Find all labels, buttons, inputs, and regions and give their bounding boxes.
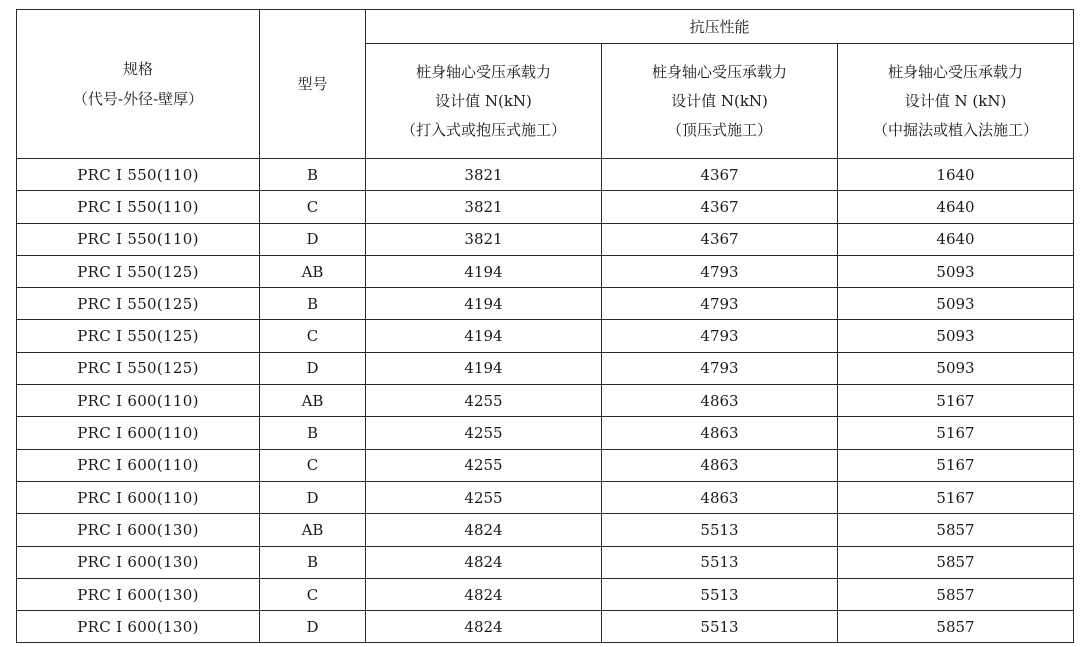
- table-row: [17, 578, 1074, 610]
- capacity-embedded-cell: 4640: [838, 191, 1074, 223]
- model-cell: B: [260, 288, 366, 320]
- capacity-jacked-cell: 5513: [602, 546, 838, 578]
- capacity-jacked-cell: 5513: [602, 578, 838, 610]
- capacity-jacked-cell: 4793: [602, 255, 838, 287]
- capacity-embedded-cell: 5167: [838, 449, 1074, 481]
- model-cell: AB: [260, 385, 366, 417]
- compression-performance-header: 抗压性能: [366, 10, 1074, 44]
- table-row: [17, 159, 1074, 191]
- capacity-jacked-cell: 4367: [602, 159, 838, 191]
- capacity-driven-cell: 4194: [366, 288, 602, 320]
- model-cell: C: [260, 191, 366, 223]
- capacity-driven-cell: 4824: [366, 611, 602, 643]
- capacity-embedded-cell: 5093: [838, 255, 1074, 287]
- spec-cell: PRC Ⅰ 600(110): [17, 385, 260, 417]
- model-cell: AB: [260, 255, 366, 287]
- capacity-embedded-cell: 5093: [838, 352, 1074, 384]
- spec-cell: PRC Ⅰ 600(110): [17, 449, 260, 481]
- capacity-jacked-cell: 4367: [602, 191, 838, 223]
- spec-cell: PRC Ⅰ 550(125): [17, 352, 260, 384]
- header-line: （中掘法或植入法施工）: [873, 120, 1039, 139]
- capacity-embedded-cell: 1640: [838, 159, 1074, 191]
- capacity-embedded-cell: 5167: [838, 385, 1074, 417]
- table-header: [17, 10, 1074, 159]
- capacity-jacked-cell: 4793: [602, 352, 838, 384]
- table-row: [17, 288, 1074, 320]
- table-row: [17, 320, 1074, 352]
- spec-cell: PRC Ⅰ 600(130): [17, 546, 260, 578]
- capacity-driven-cell: 4824: [366, 578, 602, 610]
- capacity-jacked-cell: 4863: [602, 481, 838, 513]
- capacity-embedded-cell: 5857: [838, 514, 1074, 546]
- model-column-header: 型号: [260, 10, 366, 159]
- model-cell: C: [260, 578, 366, 610]
- capacity-jacked-cell: 5513: [602, 514, 838, 546]
- model-cell: AB: [260, 514, 366, 546]
- table-row: [17, 417, 1074, 449]
- table-row: [17, 385, 1074, 417]
- header-line: 桩身轴心受压承载力: [415, 62, 551, 81]
- capacity-jacked-header: [602, 44, 838, 159]
- capacity-embedded-cell: 5857: [838, 578, 1074, 610]
- capacity-driven-cell: 4255: [366, 417, 602, 449]
- capacity-driven-cell: 4824: [366, 514, 602, 546]
- model-cell: D: [260, 481, 366, 513]
- table-row: [17, 191, 1074, 223]
- table-row: [17, 352, 1074, 384]
- spec-cell: PRC Ⅰ 600(110): [17, 481, 260, 513]
- capacity-jacked-cell: 4367: [602, 223, 838, 255]
- header-line: （打入式或抱压式施工）: [400, 120, 566, 139]
- capacity-jacked-cell: 4863: [602, 417, 838, 449]
- spec-cell: PRC Ⅰ 600(130): [17, 578, 260, 610]
- table-row: [17, 449, 1074, 481]
- model-cell: B: [260, 417, 366, 449]
- header-line: （顶压式施工）: [666, 120, 772, 139]
- header-line: 设计值 N (kN): [904, 91, 1007, 110]
- capacity-jacked-cell: 4793: [602, 288, 838, 320]
- capacity-jacked-cell: 4863: [602, 449, 838, 481]
- capacity-driven-cell: 4824: [366, 546, 602, 578]
- spec-cell: PRC Ⅰ 600(130): [17, 611, 260, 643]
- table-body: [17, 159, 1074, 643]
- table-row: [17, 546, 1074, 578]
- capacity-driven-cell: 4194: [366, 320, 602, 352]
- spec-header-subtitle: （代号-外径-壁厚）: [72, 90, 204, 108]
- header-line: 桩身轴心受压承载力: [651, 62, 787, 81]
- table-row: [17, 223, 1074, 255]
- capacity-driven-cell: 3821: [366, 159, 602, 191]
- capacity-driven-cell: 4255: [366, 481, 602, 513]
- model-cell: D: [260, 352, 366, 384]
- spec-cell: PRC Ⅰ 550(125): [17, 255, 260, 287]
- capacity-driven-cell: 3821: [366, 223, 602, 255]
- capacity-embedded-cell: 5857: [838, 611, 1074, 643]
- spec-column-header: [17, 10, 260, 159]
- header-line: 桩身轴心受压承载力: [888, 62, 1024, 81]
- capacity-embedded-header: [838, 44, 1074, 159]
- spec-cell: PRC Ⅰ 600(130): [17, 514, 260, 546]
- spec-cell: PRC Ⅰ 550(110): [17, 223, 260, 255]
- spec-cell: PRC Ⅰ 550(110): [17, 159, 260, 191]
- table-row: [17, 611, 1074, 643]
- capacity-jacked-cell: 4793: [602, 320, 838, 352]
- capacity-driven-cell: 4255: [366, 449, 602, 481]
- capacity-driven-cell: 4194: [366, 352, 602, 384]
- capacity-embedded-cell: 5857: [838, 546, 1074, 578]
- header-line: 设计值 N(kN): [435, 91, 532, 110]
- model-cell: C: [260, 449, 366, 481]
- capacity-driven-cell: 4255: [366, 385, 602, 417]
- capacity-driven-cell: 3821: [366, 191, 602, 223]
- capacity-embedded-cell: 5093: [838, 288, 1074, 320]
- table-row: [17, 481, 1074, 513]
- pile-capacity-table: [16, 9, 1074, 643]
- capacity-jacked-cell: 5513: [602, 611, 838, 643]
- capacity-embedded-cell: 4640: [838, 223, 1074, 255]
- table-row: [17, 514, 1074, 546]
- spec-header-title: 规格: [122, 60, 153, 78]
- capacity-driven-header: [366, 44, 602, 159]
- capacity-embedded-cell: 5167: [838, 417, 1074, 449]
- header-line: 设计值 N(kN): [671, 91, 768, 110]
- spec-cell: PRC Ⅰ 550(125): [17, 288, 260, 320]
- capacity-jacked-cell: 4863: [602, 385, 838, 417]
- model-cell: B: [260, 546, 366, 578]
- capacity-embedded-cell: 5093: [838, 320, 1074, 352]
- model-cell: B: [260, 159, 366, 191]
- spec-cell: PRC Ⅰ 550(125): [17, 320, 260, 352]
- table-row: [17, 255, 1074, 287]
- model-cell: C: [260, 320, 366, 352]
- spec-cell: PRC Ⅰ 600(110): [17, 417, 260, 449]
- model-cell: D: [260, 223, 366, 255]
- model-cell: D: [260, 611, 366, 643]
- capacity-embedded-cell: 5167: [838, 481, 1074, 513]
- capacity-driven-cell: 4194: [366, 255, 602, 287]
- spec-cell: PRC Ⅰ 550(110): [17, 191, 260, 223]
